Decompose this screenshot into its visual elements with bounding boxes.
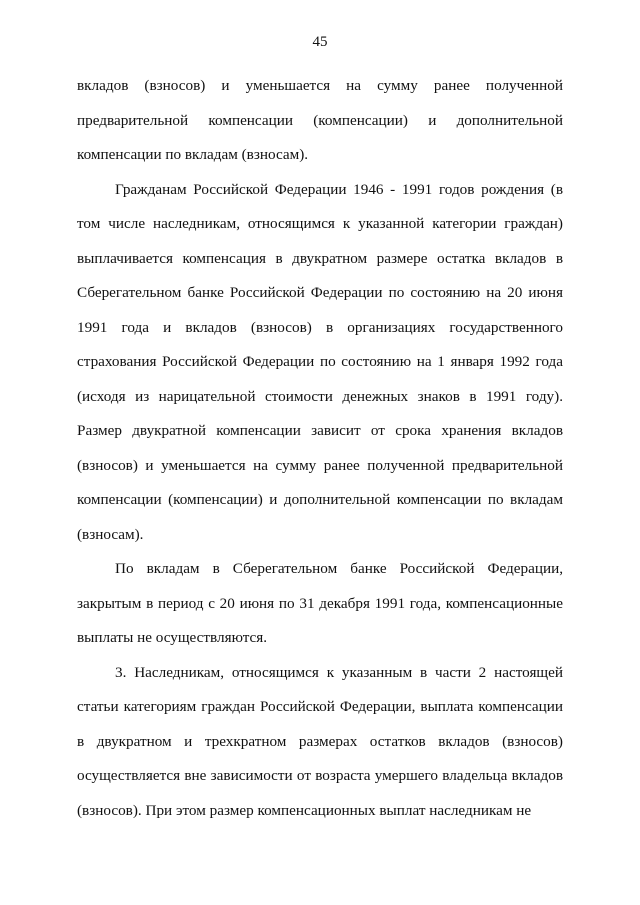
paragraph-citizens-1946-1991: Гражданам Российской Федерации 1946 - 1991 годов рождения (в том числе наследникам, относящимся к указанной категории граждан) выплачивается компенсация в двукратном размере остатка вкладов в Сберегательном банке Российской Федерации по состоянию на 20 июня 1991 года и вкладов (взносов) в организациях государственного страхования Российской Федерации по состоянию на 1 января 1992 года (исходя из нарицательной стоимости денежных знаков в 1991 году). Размер двукратной компенсации зависит от срока хранения вкладов (взносов) и уменьшается на сумму ранее полученной предварительной компенсации (компенсации) и дополнительной компенсации по вкладам (взносам). [77, 180, 563, 543]
paragraph-heirs: 3. Наследникам, относящимся к указанным в части 2 настоящей статьи категориям граждан Российской Федерации, выплата компенсации в двукратном и трехкратном размерах остатков вкладов (взносов) осуществляется вне зависимости от возраста умершего владельца вкладов (взносов). При этом размер компенсационных выплат наследникам не [77, 663, 563, 819]
paragraph-closed-deposits: По вкладам в Сберегательном банке Российской Федерации, закрытым в период с 20 июня по 31 декабря 1991 года, компенсационные выплаты не осуществляются. [77, 560, 563, 646]
paragraph-continuation: вкладов (взносов) и уменьшается на сумму ранее полученной предварительной компенсации (компенсации) и дополнительной компенсации по вкладам (взносам). [77, 77, 563, 163]
page-number: 45 [312, 34, 328, 50]
document-body [77, 69, 563, 828]
